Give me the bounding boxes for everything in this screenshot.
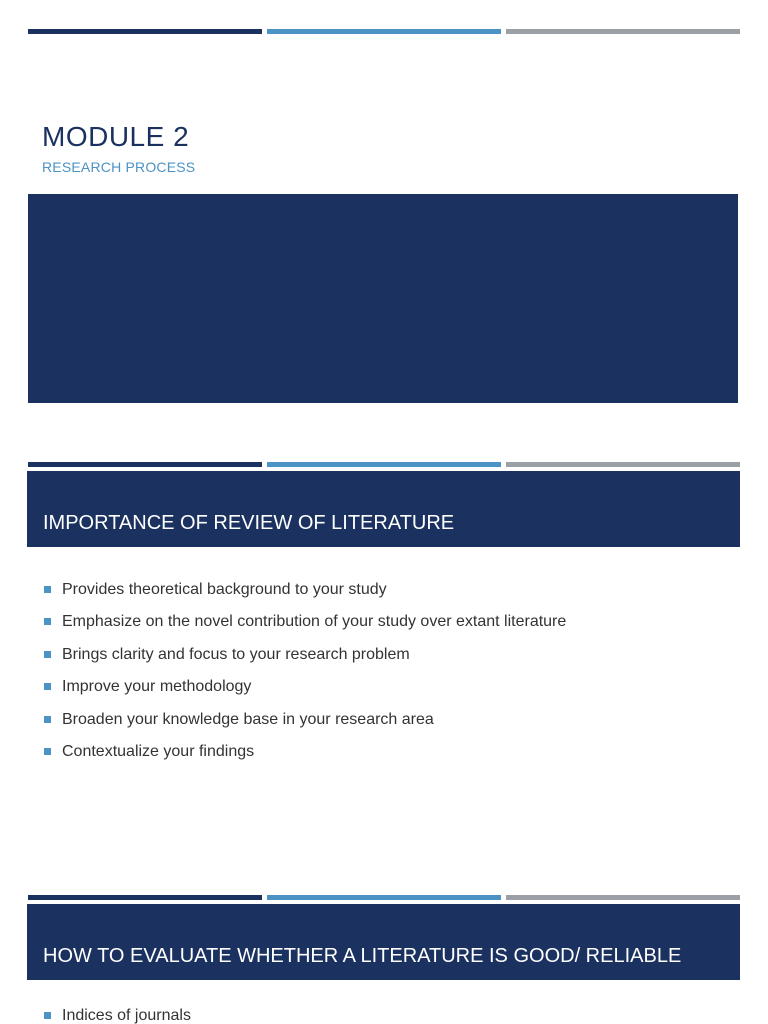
- list-item: [44, 742, 566, 774]
- slide1-title-block: [42, 120, 195, 176]
- accent-bar-blue: [267, 462, 501, 467]
- bullet-square-icon: [44, 1012, 51, 1019]
- bullet-square-icon: [44, 651, 51, 658]
- slide1-accent-bars: [28, 29, 740, 34]
- slide3-accent-bars: [28, 895, 740, 900]
- bullet-square-icon: [44, 618, 51, 625]
- list-item: [44, 645, 566, 677]
- accent-bar-gray: [506, 29, 740, 34]
- accent-bar-blue: [267, 895, 501, 900]
- slide1-title: MODULE 2: [42, 121, 190, 152]
- bullet-square-icon: [44, 748, 51, 755]
- bullet-text: Brings clarity and focus to your research problem: [62, 645, 410, 663]
- slide2-heading: IMPORTANCE OF REVIEW OF LITERATURE: [43, 512, 455, 534]
- bullet-text: Contextualize your findings: [62, 742, 255, 760]
- list-item: [44, 1006, 191, 1024]
- bullet-square-icon: [44, 716, 51, 723]
- slide2-header-band: [27, 471, 740, 547]
- list-item: [44, 677, 566, 709]
- bullet-text: Provides theoretical background to your study: [62, 581, 387, 598]
- accent-bar-navy: [28, 462, 262, 467]
- bullet-text: Indices of journals: [62, 1007, 191, 1024]
- slide3-bullet-list: [44, 1006, 191, 1024]
- slide3-heading: HOW TO EVALUATE WHETHER A LITERATURE IS GOOD/ RELIABLE: [43, 945, 682, 967]
- slide1-hero-panel: [28, 194, 738, 403]
- slide2-bullet-list: [44, 580, 566, 774]
- slide1-subtitle: RESEARCH PROCESS: [42, 159, 196, 175]
- list-item: [44, 580, 566, 612]
- bullet-text: Emphasize on the novel contribution of your study over extant literature: [62, 613, 567, 631]
- slide3-header-band: [27, 904, 740, 980]
- bullet-square-icon: [44, 683, 51, 690]
- list-item: [44, 612, 566, 644]
- bullet-text: Improve your methodology: [62, 678, 252, 696]
- accent-bar-gray: [506, 895, 740, 900]
- slide2-accent-bars: [28, 462, 740, 467]
- accent-bar-navy: [28, 895, 262, 900]
- accent-bar-navy: [28, 29, 262, 34]
- bullet-square-icon: [44, 586, 51, 593]
- accent-bar-blue: [267, 29, 501, 34]
- accent-bar-gray: [506, 462, 740, 467]
- list-item: [44, 710, 566, 742]
- bullet-text: Broaden your knowledge base in your research area: [62, 710, 434, 728]
